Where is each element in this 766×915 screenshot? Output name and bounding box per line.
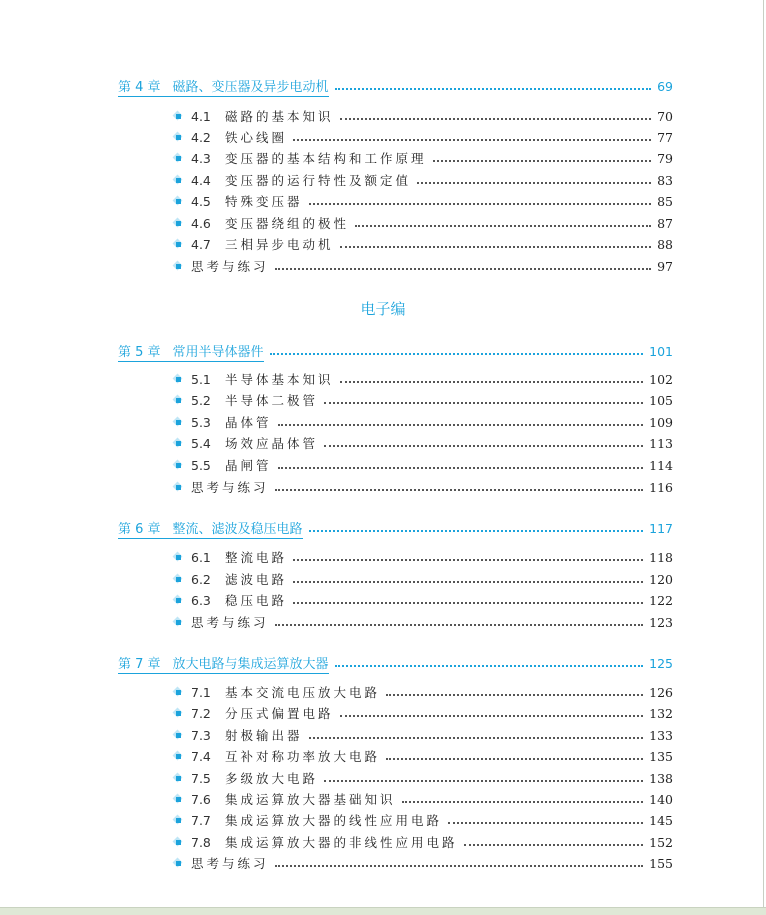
section-page-number: 133 [649,727,673,743]
section-title: 集成运算放大器基础知识 [225,792,396,807]
diamond-bullet-icon [173,261,183,271]
section-title: 多级放大电路 [225,771,319,786]
diamond-bullet-icon [173,218,183,228]
diamond-bullet-icon [173,460,183,470]
section-page-number: 97 [657,258,673,274]
toc-section-entry[interactable] [173,369,673,389]
chapter-name: 整流、滤波及稳压电路 [172,521,303,537]
diamond-bullet-icon [173,417,183,427]
chapter-name: 放大电路与集成运算放大器 [172,656,329,672]
dot-leader [275,624,644,626]
dot-leader [340,381,644,383]
toc-section-entry[interactable] [173,477,673,497]
dot-leader [386,758,643,760]
section-number: 4.5 [191,193,211,209]
section-page-number: 126 [649,684,673,700]
chapter-title [118,76,329,97]
section-title: 场效应晶体管 [225,436,319,451]
section-number: 7.6 [191,791,211,807]
section-page-number: 155 [649,855,673,871]
section-title: 射极输出器 [225,728,303,743]
diamond-bullet-icon [173,687,183,697]
section-page-number: 123 [649,614,673,630]
diamond-bullet-icon [173,482,183,492]
dot-leader [402,801,644,803]
chapter-title [118,518,303,539]
section-number: 5.4 [191,435,211,451]
section-number: 7.4 [191,748,211,764]
diamond-bullet-icon [173,858,183,868]
section-title: 稳压电路 [225,593,288,608]
section-number: 5.1 [191,371,211,387]
toc-section-entry[interactable] [173,612,673,632]
dot-leader [324,780,643,782]
section-page-number: 116 [649,479,673,495]
section-number: 7.1 [191,684,211,700]
section-page-number: 83 [657,172,673,188]
toc-section-entry[interactable] [173,547,673,567]
chapter-page-number: 101 [649,343,673,359]
section-page-number: 132 [649,705,673,721]
toc-section-entry[interactable] [173,789,673,809]
section-title: 集成运算放大器的线性应用电路 [225,813,443,828]
toc-section-entry[interactable] [173,191,673,211]
section-title: 变压器的基本结构和工作原理 [225,151,427,166]
dot-leader [309,737,644,739]
section-title: 基本交流电压放大电路 [225,685,381,700]
chapter-title [118,653,329,674]
section-number: 4.2 [191,129,211,145]
section-page-number: 105 [649,392,673,408]
section-title: 铁心线圈 [225,130,288,145]
section-title: 半导体二极管 [225,393,319,408]
chapter-page-number: 69 [657,78,673,94]
toc-chapter-entry[interactable] [118,76,673,96]
dot-leader [293,581,643,583]
toc-section-entry[interactable] [173,390,673,410]
section-title: 整流电路 [225,550,288,565]
section-page-number: 113 [649,435,673,451]
diamond-bullet-icon [173,395,183,405]
toc-section-entry[interactable] [173,148,673,168]
section-title: 变压器的运行特性及额定值 [225,173,412,188]
chapter-number: 第 5 章 [118,344,161,360]
section-title: 分压式偏置电路 [225,706,334,721]
section-page-number: 140 [649,791,673,807]
toc-section-entry[interactable] [173,412,673,432]
dot-leader [417,182,651,184]
toc-section-entry[interactable] [173,256,673,276]
section-title: 磁路的基本知识 [225,109,334,124]
toc-section-entry[interactable] [173,127,673,147]
toc-section-entry[interactable] [173,569,673,589]
dot-leader [275,489,644,491]
section-page-number: 118 [649,549,673,565]
toc-section-entry[interactable] [173,768,673,788]
dot-leader [340,715,644,717]
diamond-bullet-icon [173,574,183,584]
section-title: 特殊变压器 [225,194,303,209]
dot-leader [335,665,644,667]
dot-leader [275,865,644,867]
diamond-bullet-icon [173,175,183,185]
section-page-number: 109 [649,414,673,430]
dot-leader [293,602,643,604]
diamond-bullet-icon [173,153,183,163]
diamond-bullet-icon [173,239,183,249]
section-title: 三相异步电动机 [225,237,334,252]
chapter-name: 常用半导体器件 [172,344,264,360]
chapter-page-number: 125 [649,655,673,671]
diamond-bullet-icon [173,595,183,605]
section-page-number: 152 [649,834,673,850]
toc-section-entry[interactable] [173,106,673,126]
section-page-number: 122 [649,592,673,608]
section-number: 7.5 [191,770,211,786]
section-page-number: 135 [649,748,673,764]
chapter-number: 第 4 章 [118,79,161,95]
dot-leader [433,160,652,162]
section-number: 7.8 [191,834,211,850]
toc-section-entry[interactable] [173,703,673,723]
section-number: 5.5 [191,457,211,473]
toc-section-entry[interactable] [173,433,673,453]
toc-section-entry[interactable] [173,590,673,610]
toc-chapter-entry[interactable] [118,518,673,538]
dot-leader [464,844,644,846]
section-number: 5.2 [191,392,211,408]
part-title: 电子编 [360,300,406,318]
dot-leader [293,559,643,561]
diamond-bullet-icon [173,196,183,206]
section-title: 晶闸管 [225,458,272,473]
diamond-bullet-icon [173,751,183,761]
toc-section-entry[interactable] [173,455,673,475]
section-page-number: 70 [657,108,673,124]
dot-leader [324,402,643,404]
toc-section-entry[interactable] [173,832,673,852]
section-page-number: 120 [649,571,673,587]
section-number: 7.7 [191,812,211,828]
section-title: 思考与练习 [191,259,269,274]
section-number: 6.2 [191,571,211,587]
chapter-page-number: 117 [649,520,673,536]
section-number: 4.6 [191,215,211,231]
dot-leader [340,246,652,248]
section-title: 互补对称功率放大电路 [225,749,381,764]
diamond-bullet-icon [173,374,183,384]
section-title: 晶体管 [225,415,272,430]
diamond-bullet-icon [173,552,183,562]
diamond-bullet-icon [173,773,183,783]
toc-section-entry[interactable] [173,170,673,190]
diamond-bullet-icon [173,617,183,627]
diamond-bullet-icon [173,438,183,448]
diamond-bullet-icon [173,837,183,847]
dot-leader [275,268,652,270]
chapter-name: 磁路、变压器及异步电动机 [172,79,329,95]
toc-section-entry[interactable] [173,682,673,702]
diamond-bullet-icon [173,111,183,121]
section-title: 变压器绕组的极性 [225,216,350,231]
toc-section-entry[interactable] [173,746,673,766]
dot-leader [324,445,643,447]
dot-leader [386,694,643,696]
section-title: 集成运算放大器的非线性应用电路 [225,835,458,850]
section-number: 4.7 [191,236,211,252]
dot-leader [270,353,644,355]
section-title: 思考与练习 [191,856,269,871]
diamond-bullet-icon [173,794,183,804]
dot-leader [278,424,644,426]
section-page-number: 102 [649,371,673,387]
section-page-number: 114 [649,457,673,473]
dot-leader [293,139,651,141]
section-page-number: 85 [657,193,673,209]
toc-chapter-entry[interactable] [118,653,673,673]
toc-section-entry[interactable] [173,213,673,233]
toc-section-entry[interactable] [173,853,673,873]
section-page-number: 145 [649,812,673,828]
section-number: 7.2 [191,705,211,721]
section-page-number: 138 [649,770,673,786]
section-page-number: 88 [657,236,673,252]
dot-leader [335,88,652,90]
section-title: 半导体基本知识 [225,372,334,387]
section-number: 4.4 [191,172,211,188]
chapter-title [118,341,264,362]
section-number: 7.3 [191,727,211,743]
section-title: 思考与练习 [191,480,269,495]
diamond-bullet-icon [173,708,183,718]
section-title: 思考与练习 [191,615,269,630]
section-title: 滤波电路 [225,572,288,587]
diamond-bullet-icon [173,815,183,825]
toc-section-entry[interactable] [173,234,673,254]
dot-leader [448,822,643,824]
section-number: 4.3 [191,150,211,166]
section-number: 5.3 [191,414,211,430]
dot-leader [309,530,644,532]
dot-leader [278,467,644,469]
toc-section-entry[interactable] [173,810,673,830]
section-number: 6.1 [191,549,211,565]
diamond-bullet-icon [173,132,183,142]
chapter-number: 第 7 章 [118,656,161,672]
dot-leader [309,203,652,205]
section-page-number: 87 [657,215,673,231]
toc-section-entry[interactable] [173,725,673,745]
section-number: 6.3 [191,592,211,608]
section-page-number: 79 [657,150,673,166]
toc-chapter-entry[interactable] [118,341,673,361]
dot-leader [340,118,652,120]
diamond-bullet-icon [173,730,183,740]
section-page-number: 77 [657,129,673,145]
dot-leader [355,225,651,227]
section-number: 4.1 [191,108,211,124]
chapter-number: 第 6 章 [118,521,161,537]
